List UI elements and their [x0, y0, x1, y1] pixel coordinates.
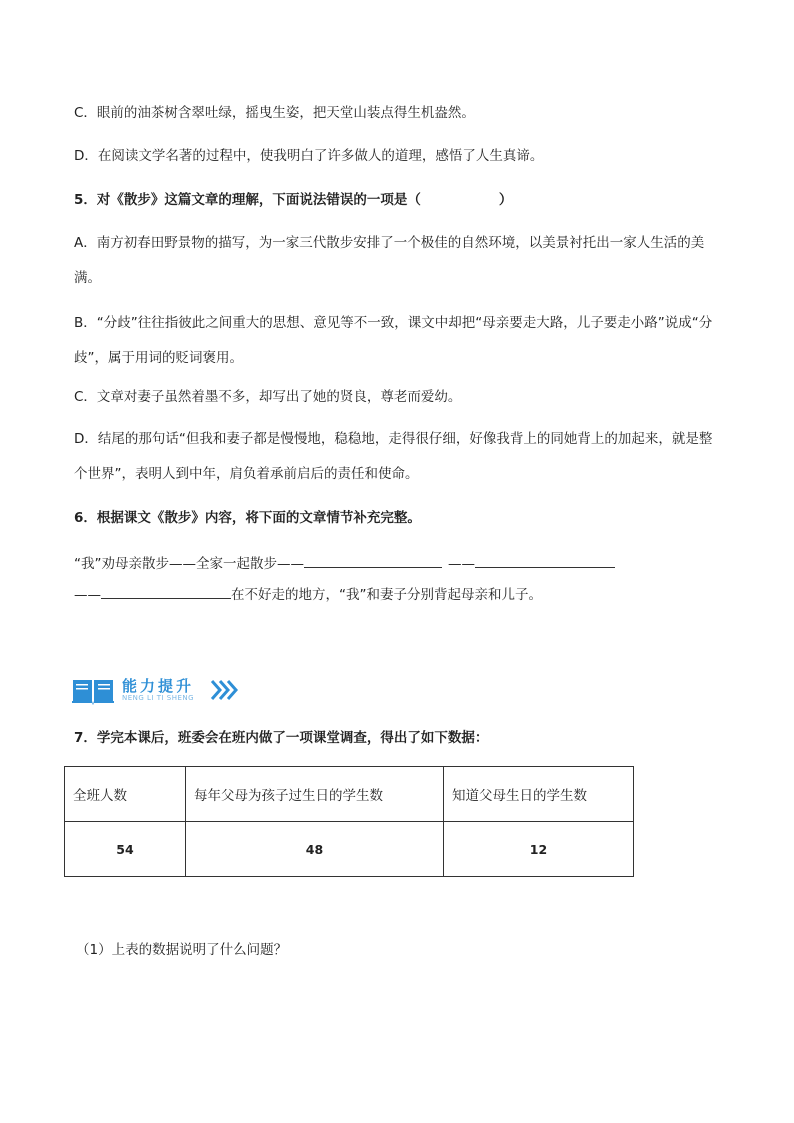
table-cell: 54	[65, 822, 186, 877]
table-header-cell: 每年父母为孩子过生日的学生数	[186, 767, 444, 822]
q6-blank-3[interactable]	[101, 584, 231, 599]
q5-option-a: A．南方初春田野景物的描写，为一家三代散步安排了一个极佳的自然环境，以美景衬托出一家人生活的美满。	[74, 235, 705, 286]
q7-sub-question-1: （1）上表的数据说明了什么问题？	[76, 942, 288, 958]
q5-option-c: C．文章对妻子虽然着墨不多，却写出了她的贤良，尊老而爱幼。	[74, 389, 462, 405]
table-header-cell: 全班人数	[65, 767, 186, 822]
q6-line-1	[74, 553, 724, 574]
q7-stem: 7．学完本课后，班委会在班内做了一项课堂调查，得出了如下数据：	[74, 730, 489, 746]
q6-line1-mid: ——	[448, 556, 475, 572]
q4-option-d: D．在阅读文学名著的过程中，使我明白了许多做人的道理，感悟了人生真谛。	[74, 148, 544, 164]
table-header-cell: 知道父母生日的学生数	[444, 767, 634, 822]
q6-blank-1[interactable]	[304, 553, 442, 568]
q6-line1-start: “我”劝母亲散步——全家一起散步——	[74, 556, 304, 572]
q6-stem: 6．根据课文《散步》内容，将下面的文章情节补充完整。	[74, 510, 421, 526]
q6-blank-2[interactable]	[475, 553, 615, 568]
q6-line-2	[74, 584, 724, 605]
q6-line2-end: 在不好走的地方，“我”和妻子分别背起母亲和儿子。	[231, 587, 542, 603]
q5-option-b: B．“分歧”往往指彼此之间重大的思想、意见等不一致，课文中却把“母亲要走大路，儿子要走小路”说成“分歧”，属于用词的贬词褒用。	[74, 315, 713, 366]
q4-option-c: C．眼前的油茶树含翠吐绿，摇曳生姿，把天堂山装点得生机盎然。	[74, 105, 475, 121]
section-subtitle: NENG LI TI SHENG	[122, 694, 195, 702]
chevron-right-icon	[210, 679, 240, 701]
section-header-ability	[72, 675, 272, 707]
q5-stem	[74, 190, 724, 210]
q6-line2-start: ——	[74, 587, 101, 603]
open-book-icon	[72, 677, 114, 705]
table-cell: 12	[444, 822, 634, 877]
table-header-row	[65, 767, 634, 822]
q5-option-d: D．结尾的那句话“但我和妻子都是慢慢地，稳稳地，走得很仔细，好像我背上的同她背上的加起来，就是整个世界”，表明人到中年，肩负着承前启后的责任和使命。	[74, 431, 713, 482]
q5-stem-text: 5．对《散步》这篇文章的理解，下面说法错误的一项是（	[74, 192, 421, 208]
q5-stem-close: ）	[498, 192, 513, 208]
table-cell: 48	[186, 822, 444, 877]
survey-table	[64, 766, 634, 877]
table-row	[65, 822, 634, 877]
section-title: 能力提升	[122, 677, 195, 695]
